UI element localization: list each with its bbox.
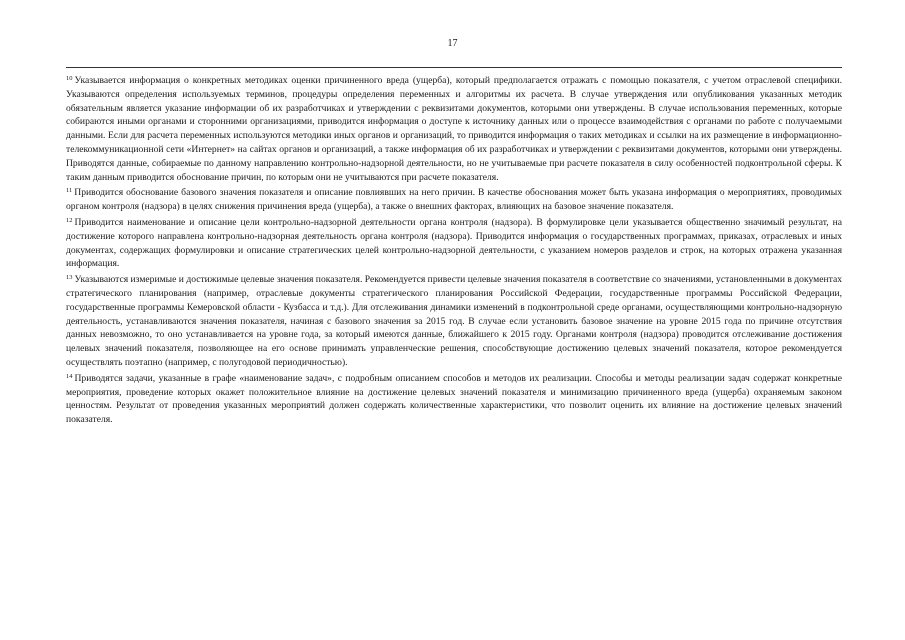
- footnote-mark: 14: [66, 372, 73, 380]
- footnote-14: [66, 370, 842, 427]
- footnote-13: [66, 271, 842, 370]
- footnote-mark: 10: [66, 75, 73, 82]
- footnote-mark: 13: [66, 274, 73, 282]
- footnote-text: Приводятся задачи, указанные в графе «наименование задач», с подробным описанием способов и методов их реализации. Способы и методы реализации задач содержат конкретные мероприятия, проведение которых окажет положительное влияние на достижение целевых значений показателя и минимизацию причиненного вреда (ущерба) охраняемым законом ценностям. Результат от проведения указанных мероприятий должен содержать количественные характеристики, что позволит оценить их влияние на достижение целевых значений показателя.: [66, 372, 842, 426]
- footnote-text: Приводится наименование и описание цели контрольно-надзорной деятельности органа контроля (надзора). В формулировке цели указывается общественно значимый результат, на достижение которого направлена контрольно-надзорная деятельность органа контроля (надзора). Приводится информация о государственных программах, приказах, отраслевых и иных документах, содержащих формулировки и описание стратегических целей контрольно-надзорной деятельности, с указанием номеров разделов и строк, на которых отражена указанная информация.: [66, 216, 842, 270]
- footnote-11: [66, 184, 842, 214]
- footnote-10: [66, 72, 842, 184]
- footnote-mark: 12: [66, 216, 73, 224]
- footnote-12: [66, 214, 842, 271]
- footnote-separator: [66, 67, 842, 68]
- footnote-text: Приводится обоснование базового значения показателя и описание повлиявших на него причин. В качестве обоснования может быть указана информация о мероприятиях, проводимых органом контроля (надзора) в целях снижения причинения вреда (ущерба), а также о внешних факторах, влияющих на базовое значение показателя.: [66, 187, 842, 213]
- footnote-text: Указывается информация о конкретных методиках оценки причиненного вреда (ущерба), который предполагается отражать с помощью показателя, с учетом отраслевой специфики. Указываются определения используемых терминов, процедуры определения переменных и алгоритмы их расчета. В случае утверждения или опубликования указанных методик обязательным является указание информации об их разработчиках и утверждении с реквизитами документов, которыми они утверждены. В случае использования переменных, которые собираются иными органами и сторонними организациями, приводится информация о доступе к источнику данных или о процессе взаимодействия с органами по работе с получаемыми данными. Если для расчета переменных используются методики иных органов и организаций, то приводится информация о таких методиках и ссылки на их размещение в информационно-телекоммуникационной сети «Интернет» на сайтах органов и организаций, а также информация об их разработчиках и утверждении с реквизитами документов, которыми они утверждены. Приводятся данные, собираемые по данному направлению контрольно-надзорной деятельности, но не учитываемые при расчете показателя в силу особенностей подконтрольной сферы. К таким данным приводится обоснование причин, по которым они не учитываются при расчете показателя.: [66, 75, 842, 183]
- footnotes-section: [66, 72, 842, 427]
- footnote-text: Указываются измеримые и достижимые целевые значения показателя. Рекомендуется привести целевые значения показателя в соответствие со значениями, установленными в документах стратегического планирования (например, отраслевые документы стратегического планирования Российской Федерации, государственные программы Российской Федерации, государственные программы Кемеровской области - Кузбасса и т.д.). Для отслеживания динамики изменений в подконтрольной среде органами, осуществляющими контрольно-надзорную деятельность, устанавливаются значения показателя, начиная с базового значения за 2015 год. В случае если установить базовое значение на уровне 2015 года по причине отсутствия данных невозможно, то оно устанавливается на уровне года, за который имеются данные, ближайшего к 2015 году. Органами контроля (надзора) проводится отслеживание достижения целевых значений показателя, позволяющее на его основе принимать управленческие решения, способствующие достижению целевых значений показателя, которое рекомендуется осуществлять поэтапно (например, с полугодовой периодичностью).: [66, 274, 842, 368]
- footnote-mark: 11: [66, 187, 73, 195]
- page-number: 17: [447, 38, 458, 49]
